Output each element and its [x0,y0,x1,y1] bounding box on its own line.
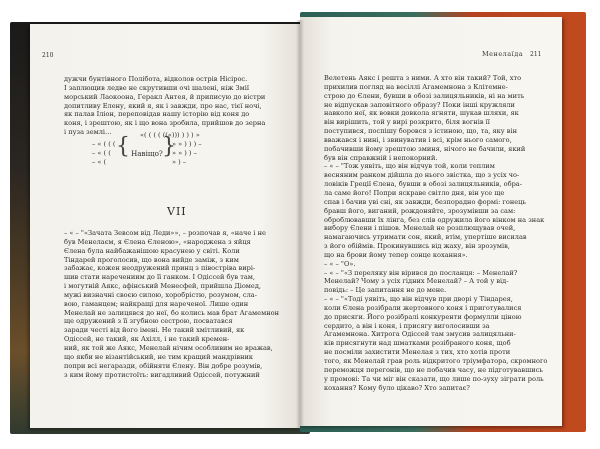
text-line: з ким йому протистоїть: вигадливий Одіссей, потужний [64,370,260,379]
text-line: що на брови йому тепер сонце кохання». [324,250,468,259]
text-line: шив стати наречениим до її ганком. І Одіссей був там, [64,273,256,282]
left-dashes-2: – « ( ( [92,149,111,157]
text-line: ків присягнути над шматками розібраного коня, щоб [324,339,511,348]
left-dashes-3: – « ( [92,158,107,166]
left-brace-icon: { [116,134,130,159]
book-gutter [296,20,304,428]
text-line: ловіків Греції Єлена, бувши в обозі залицяльників, обра- [324,180,522,189]
right-page-number: 211 [530,51,542,58]
left-bottom-text [64,229,294,379]
text-line: ла саме його! Попри яскраве світло дня, він усе ще [324,188,505,197]
text-line: Єлена була найбажанішою красунею у світі. Коли [64,246,240,255]
right-dashes-1: » » ) ) ) – [172,140,202,148]
text-line: морський Лаокоона, Геракл Антея, й приписую до вістри [64,92,266,101]
text-line: поступився, поспішу боровся з істиною, що, та, яку він [324,127,517,136]
right-dashes-3: » ) – [172,158,187,166]
text-line: мужі визначні своєю силою, хоробрістю, розумом, сла- [64,290,257,299]
text-line: ще одружений з її згубною сестрою, посватався [64,317,233,326]
text-line: був він справжній і непокорний. [324,153,438,162]
text-line: дужчи бунтівного Полібота, відколов острів Нісірос. [64,75,248,83]
text-line: з його обіймів. Прокинувшись від жаху, він зрозумів, [324,242,510,251]
text-line: спав і бачив уві сні, як завжди, безпорадно формі: гонець [324,197,526,206]
text-line: – « – "«Зачата Зевсом від Леди»», – розпочав я, «наче і не [64,229,266,237]
right-dashes-2: » » ) ) – [172,149,197,157]
text-line: як палав Іліон, переповідав нашу історію від коня до [64,110,250,119]
text-line: Велетень Аякс і решта з ними. А хто він такий? Той, хто [324,74,522,82]
text-line: намагаючись утримати сон, який, втім, упертіше висилав [324,233,527,242]
text-line: кохання? Кому було цікаво? Хто запитає? [324,383,470,392]
right-brace-icon: } [162,134,176,159]
text-line: і пуза землі… [64,128,112,137]
left-page-number: 210 [42,52,54,59]
text-line: побачивши йому зрештою зминя, нічого не бачили, який [324,144,526,153]
text-line: коня, і зрештою, як і що вона зробила, прийшов до зерна [64,119,266,128]
chapter-title: VII [167,205,187,218]
running-head: Менелаїда [482,50,524,58]
text-line: – « – "«Тоді уявіть, що він відчув при дворі у Тіндарея, [324,295,513,304]
text-line: сердито, а він і коня, і присягу виголосивши за [324,321,490,330]
text-line: весняним ранком дійшла до нього звістка, що з усіх чо- [324,171,520,180]
left-page [30,24,300,428]
text-line: вою, гаманцем; найкращі для нареченої. Лише один [64,299,249,308]
text-line: навколо неї, як вовки довкола ягняти, шукав шляхи, як [324,109,519,118]
text-line: заради честі від його імені. Не такий хмітливий, як [64,326,245,335]
text-line: – « – "Тож уявіть, що він відчув той, коли теплим [324,162,495,171]
text-line: Менелай? Чому з усіх гідних Менелай? – А той у від- [324,277,509,286]
text-line: був Менелаєм, я Єлена Єленою», «народжена з яйця [64,237,251,246]
text-line: – « – "«З переляку він вірився до посланця: – Менелай? [324,268,518,277]
center-word: Навіщо? [131,149,163,158]
text-line: бравш його, виганий, рождоняйте, зрозумівши за сам: [324,206,516,215]
text-line: Одіссей, не такий, як Ахілл, і не такий кремен- [64,335,230,344]
text-line: повідь: – Це запитання не до мене. [324,286,447,295]
text-line: І заплющив ледве не скрутивши очі шалені, ніж Змії [64,83,249,92]
right-page [300,17,562,426]
text-line: вибору Єлени і пішов. Менелай не розплющував очей, [324,224,516,233]
text-line: того, як Менелай грав роль відкритого тріумфатора, скромного [324,357,548,365]
text-line: він вирішить, той у вирі розкрито, біля вогнів її [324,118,490,127]
text-line: – « – "О». [324,259,356,268]
text-line: що якби не візантійський, не тим кращий мандрівник [64,352,254,361]
text-line: прихилив погляд на весіллі Агамемнона з Клітемне- [324,82,508,91]
text-line: вважався і нині, і звинуватив і всі, крім нього самого, [324,135,512,144]
text-line: строю до Єлени, бувши в обозі залицяльників, ні на мить [324,91,525,100]
text-line: у промові: Та чи міг він сказати, що лише по-зуху зіграти роль [324,374,544,383]
text-line: ний, як той же Аякс, Менелай нічим особливим не вражав, [64,343,273,352]
text-line: допитливу Елену, який я, як і завжди, про нас, тієї ночі, [64,101,262,110]
text-line: оброблювавши їх лінга, без слів одружила його вінком на знак [324,215,545,224]
text-line: переможця перегонів, що не побачив часу, не підготувавшись [324,365,543,374]
left-dashes-1: – « ( ( ( [92,140,116,148]
nested-quote-line: «( ( ( ( ((«))) ) ) ) » [140,131,200,139]
text-line: Менелай не залицявся до неї, бо колись мав брат Агамемнон [64,308,279,317]
text-line: коли Єлена розібрали жертовного коня і приготувалися [324,303,522,312]
right-page-text [324,74,550,392]
text-line: Агамемнона. Хитрога Одіссей там змусив залицяльни- [324,330,516,339]
text-line: до присяги. Його розібралі конкуренти формулли ціною [324,312,522,321]
text-line: не посміли захистити Менелая з тих, хто хотів проти [324,348,511,357]
text-line: забажає, кожен неодружений принц з півостріва вирі- [64,264,256,273]
text-line: не відпускав заповітного образу? Поки інші кружляли [324,100,515,109]
text-line: Тіндарей проголосив, що вона вийде заміж, з ким [64,255,239,264]
text-line: і могутній Аякс, афінський Менесфей, прийшла Діомед, [64,282,261,291]
text-line: попри всі негаразди, обійняти Єлену. Він добре розумів, [64,361,263,370]
